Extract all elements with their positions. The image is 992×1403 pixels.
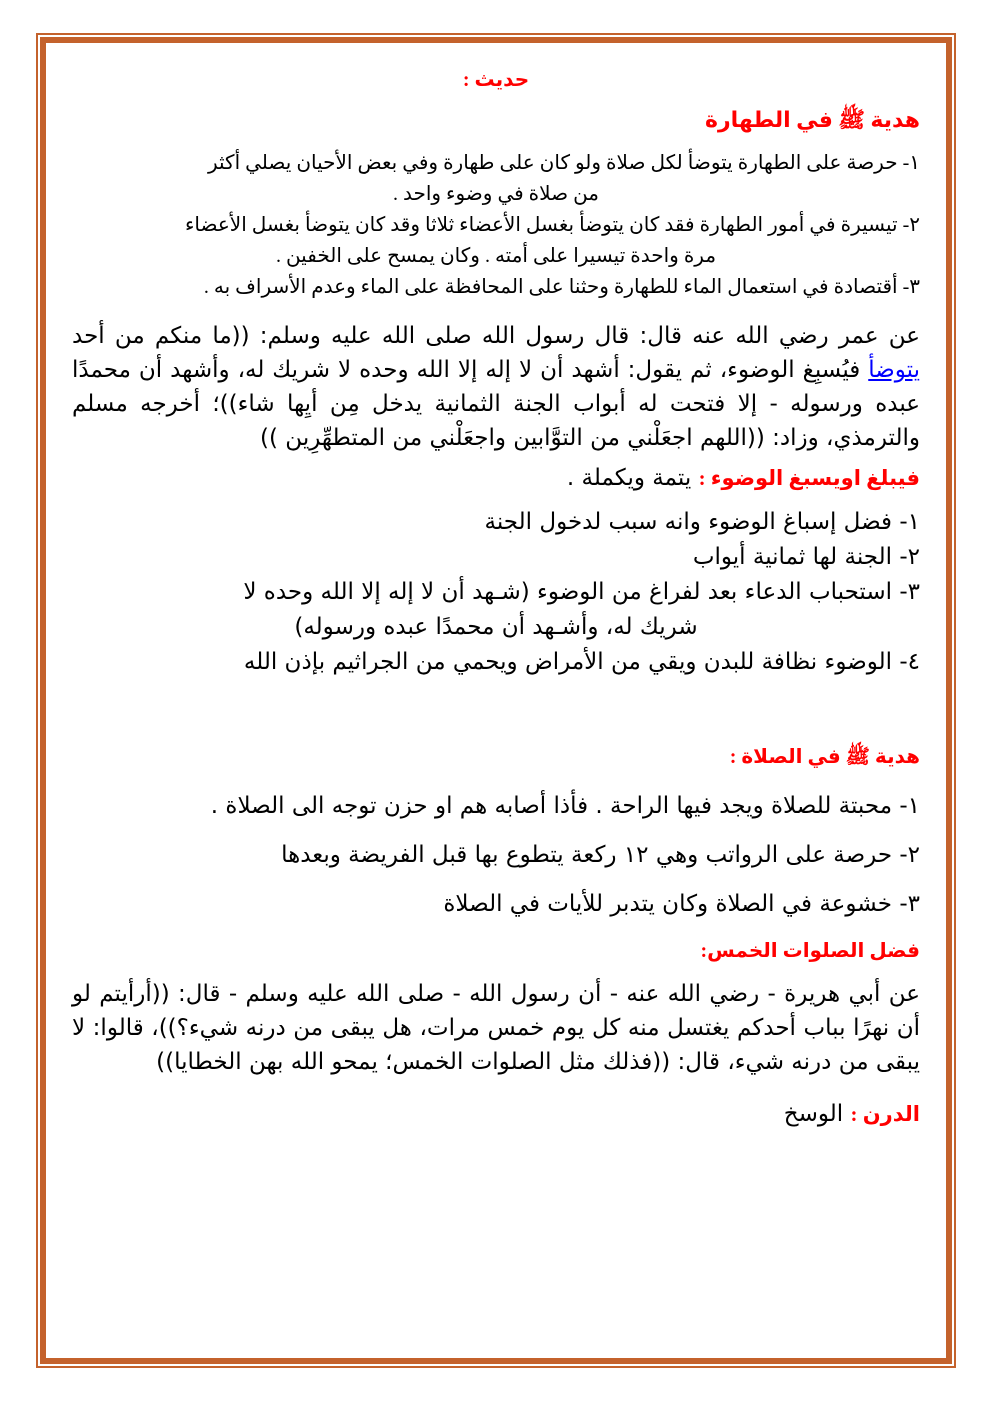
hadith-text-before-link: عن عمر رضي الله عنه قال: قال رسول الله صلى الله عليه وسلم: ((ما منكم من أحد [72, 323, 920, 349]
taharah-points-list [72, 148, 920, 303]
wudu-benefit-2: ٢- الجنة لها ثمانية أيواب [692, 544, 920, 570]
wudu-benefit-1: ١- فضل إسباغ الوضوء وانه سبب لدخول الجنة [484, 509, 920, 535]
wudu-gloss-label: فيبلغ اويسبغ الوضوء : [698, 466, 920, 490]
wudu-benefit-3-cont: شريك له، وأشـهد أن محمدًا عبده ورسوله) [294, 614, 698, 640]
daran-label: الدرن : [850, 1102, 920, 1126]
wudu-gloss-line [72, 465, 920, 491]
hadith-abu-hurairah-paragraph: عن أبي هريرة - رضي الله عنه - أن رسول الله - صلى الله عليه وسلم - قال: ((أرأيتم لو أن نهرًا بباب أحدكم يغتسل منه كل يوم خمس مرات، هل يبقى من درنه شيء؟))، قالوا: لا يبقى من درنه شيء، قال: ((فذلك مثل الصلوات الخمس؛ يمحو الله بهن الخطايا)) [72, 981, 920, 1075]
daran-text: الوسخ [783, 1101, 844, 1127]
wudu-benefits-list [72, 505, 920, 680]
document-content [72, 67, 920, 1127]
hadith-text-after-link: فيُسبِغ الوضوء، ثم يقول: أشهد أن لا إله إلا الله وحده لا شريك له، وأشهد أن محمدًا عبده ورسوله - إلا فتحت له أبواب الجنة الثمانية يدخل مِن أيِها شاء))؛ أخرجه مسلم والترمذي، وزاد: ((اللهم اجعَلْني من التوَّابين واجعَلْني من المتطهِّرِين )) [72, 357, 920, 451]
taharah-heading: هدية ﷺ في الطهارة [705, 107, 920, 132]
taharah-point-1-cont: من صلاة في وضوء واحد . [392, 183, 599, 205]
salah-heading: هدية ﷺ في الصلاة : [729, 746, 920, 768]
page-border-frame [40, 37, 952, 1364]
wudu-gloss-text: يتمة ويكملة . [566, 465, 692, 491]
salah-point-2: ٢- حرصة على الرواتب وهي ١٢ ركعة يتطوع بها قبل الفريضة وبعدها [281, 842, 920, 868]
taharah-point-2: ٢- تيسيرة في أمور الطهارة فقد كان يتوضأ بغسل الأعضاء ثلاثا وقد كان يتوضأ بغسل الأعضاء [185, 214, 920, 236]
wudu-benefit-3: ٣- استحباب الدعاء بعد لفراغ من الوضوء (شـهد أن لا إله إلا الله وحده لا [243, 579, 920, 605]
five-prayers-heading: فضل الصلوات الخمس: [700, 940, 920, 962]
salah-point-1: ١- محبتة للصلاة ويجد فيها الراحة . فأذا أصابه هم او حزن توجه الى الصلاة . [210, 793, 920, 819]
taharah-point-2-cont: مرة واحدة تيسيرا على أمته . وكان يمسح على الخفين . [275, 245, 717, 267]
salah-point-3: ٣- خشوعة في الصلاة وكان يتدبر للأيات في الصلاة [443, 891, 920, 917]
wudu-hyperlink[interactable]: يتوضأ [868, 357, 920, 383]
wudu-benefit-4: ٤- الوضوء نظافة للبدن ويقي من الأمراض ويحمي من الجراثيم بإذن الله [243, 649, 920, 675]
taharah-point-1: ١- حرصة على الطهارة يتوضأ لكل صلاة ولو كان على طهارة وفي بعض الأحيان يصلي أكثر [207, 152, 920, 174]
taharah-point-3: ٣- أقتصادة في استعمال الماء للطهارة وحثنا على المحافظة على الماء وعدم الأسراف به . [203, 276, 920, 298]
doc-title: حديث : [462, 69, 530, 91]
salah-points-list [72, 791, 920, 919]
hadith-umar-paragraph [72, 319, 920, 455]
daran-definition-line [72, 1101, 920, 1127]
